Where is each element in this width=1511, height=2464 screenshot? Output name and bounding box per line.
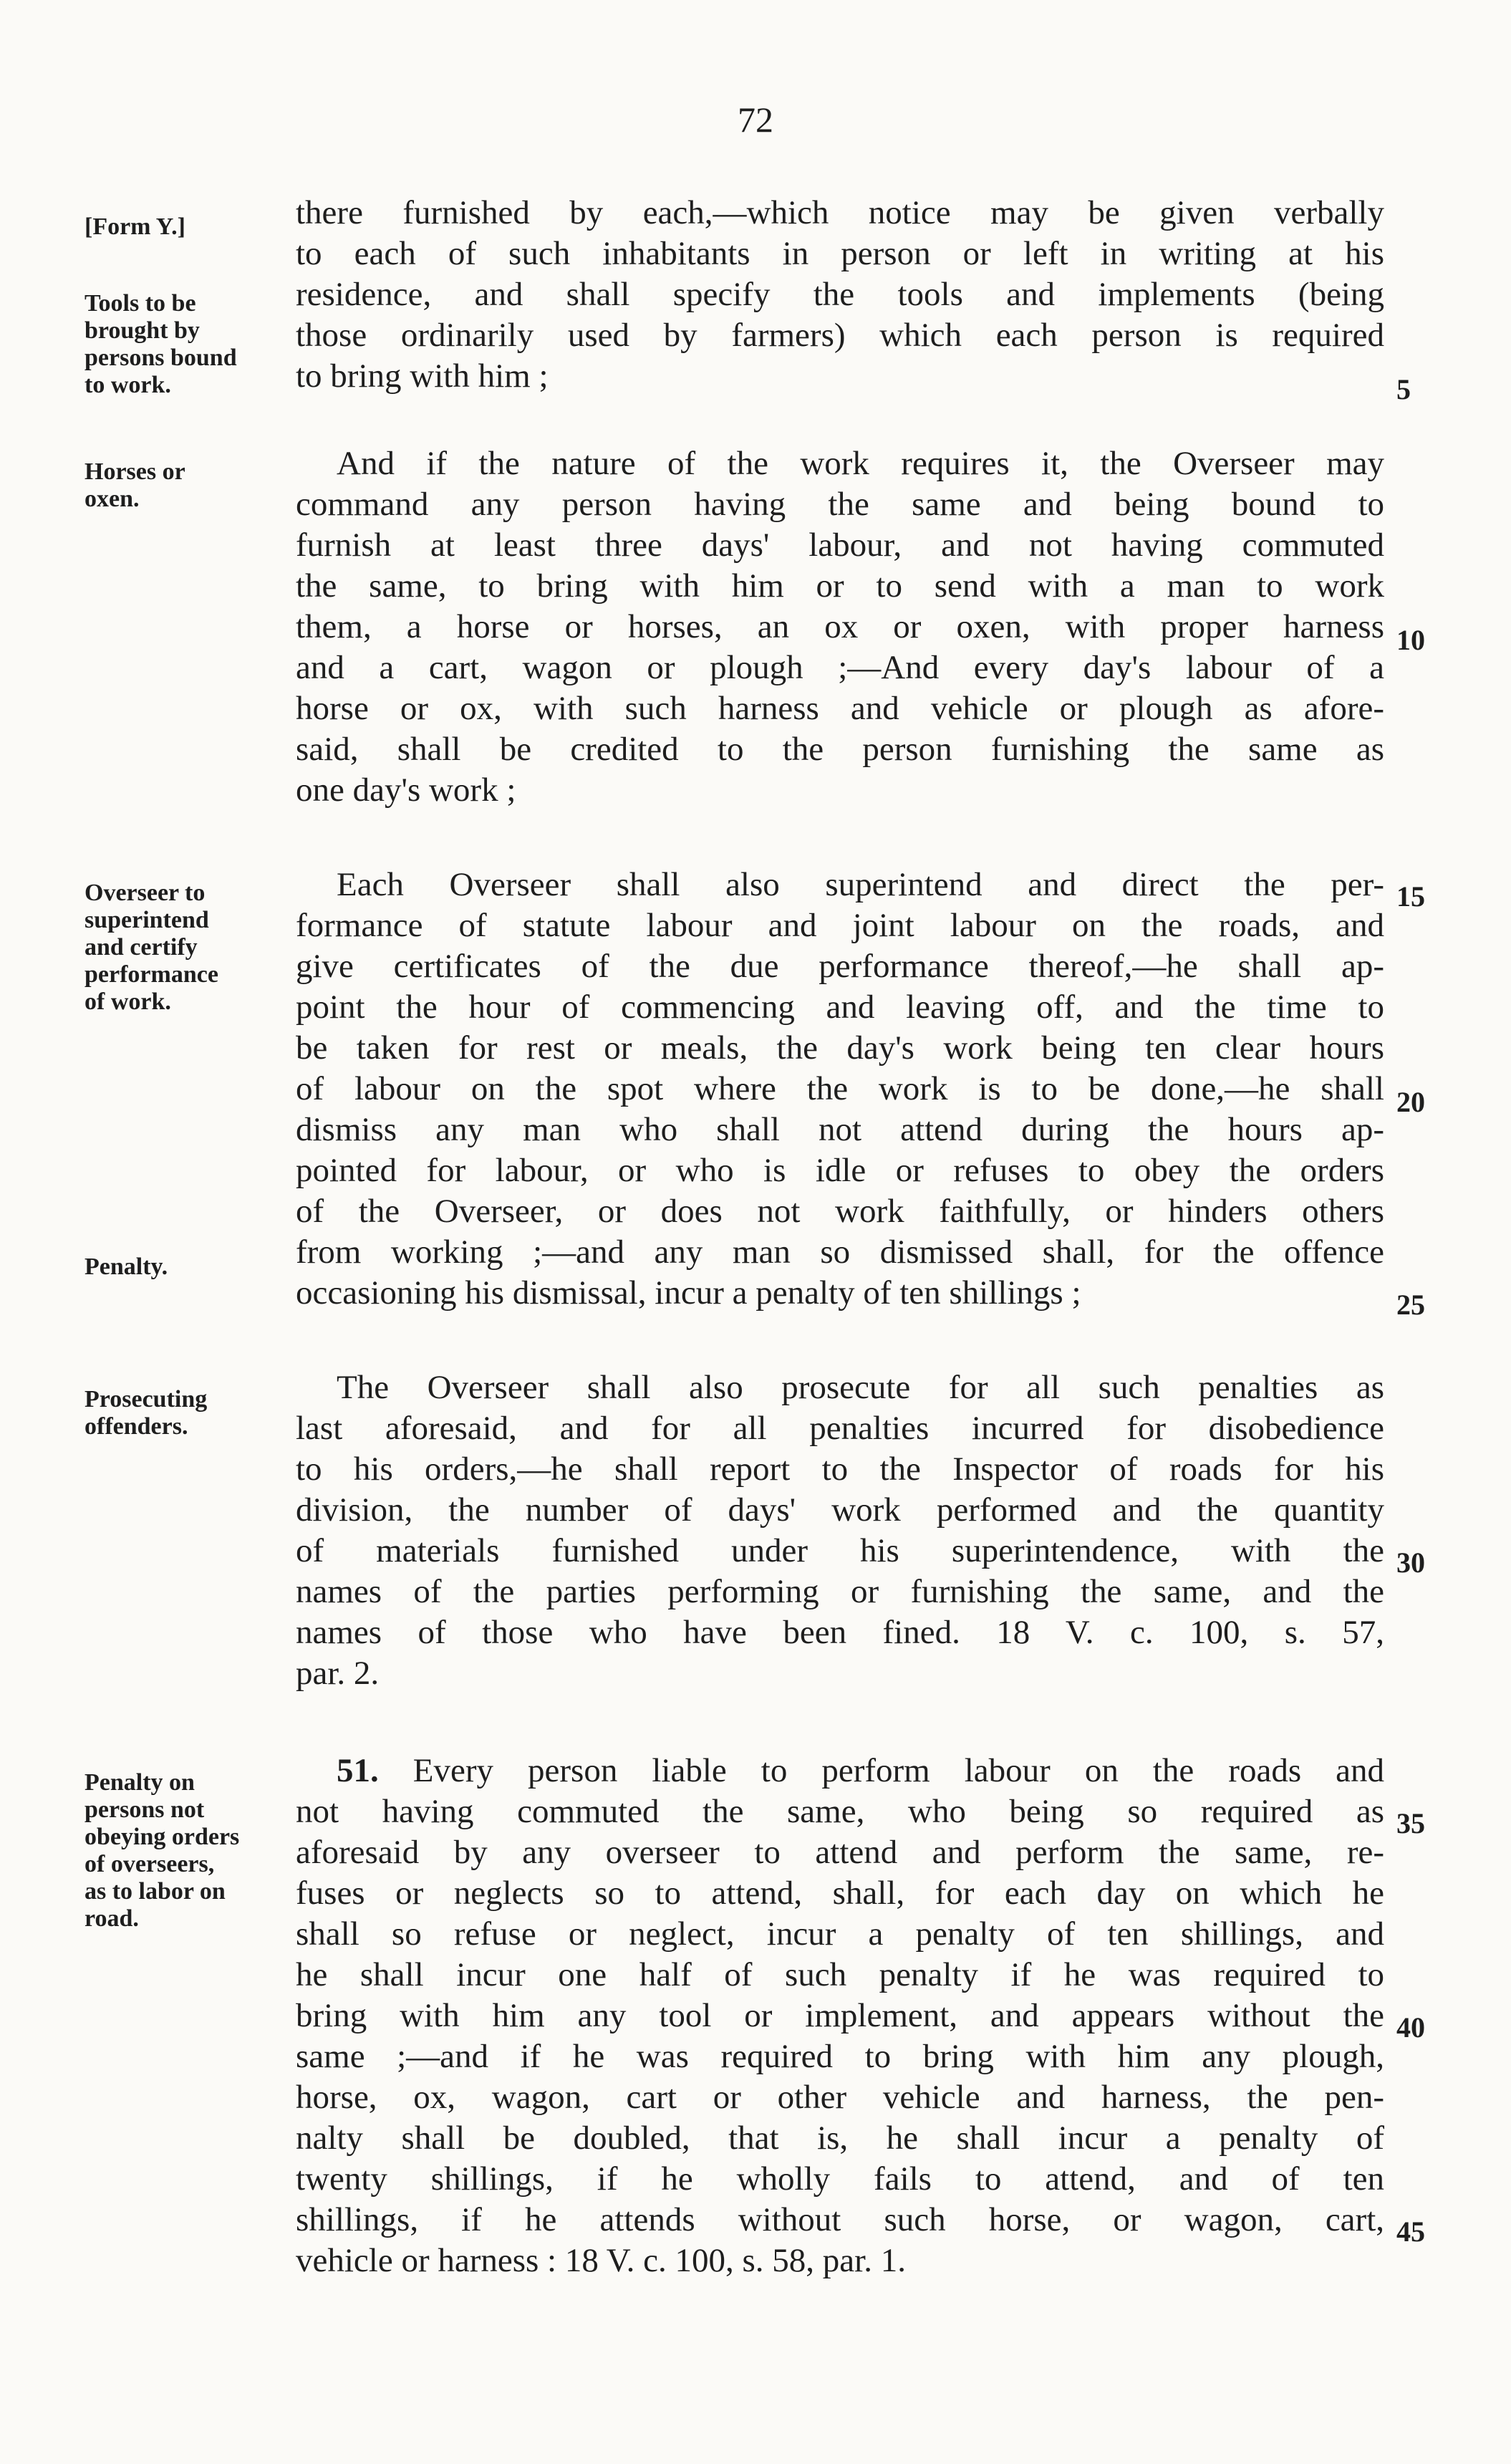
margin-note-line: Tools to be <box>85 290 196 317</box>
text-line: vehicle or harness : 18 V. c. 100, s. 58, par. 1. <box>296 2242 906 2279</box>
line-number: 20 <box>1396 1086 1425 1118</box>
text-line: and a cart, wagon or plough ;—And every day's labour of a <box>296 649 1384 686</box>
text-line: to bring with him ; <box>296 357 549 395</box>
text-line: them, a horse or horses, an ox or oxen, with proper harness <box>296 608 1384 645</box>
text-line: aforesaid by any overseer to attend and perform the same, re- <box>296 1834 1384 1871</box>
margin-note-line: Penalty on <box>85 1769 195 1796</box>
text-line: The Overseer shall also prosecute for all such penalties as <box>337 1369 1384 1406</box>
margin-note-overseer <box>85 880 299 1016</box>
text-line: And if the nature of the work requires it, the Overseer may <box>337 445 1384 482</box>
text-line: Each Overseer shall also superintend and direct the per- <box>337 866 1384 903</box>
section-number: 51. <box>337 1752 379 1789</box>
line-number: 35 <box>1396 1807 1425 1839</box>
margin-note-line: offenders. <box>85 1413 188 1440</box>
margin-note-line: performance <box>85 961 218 988</box>
line-number: 5 <box>1396 373 1411 405</box>
text-line: twenty shillings, if he wholly fails to attend, and of ten <box>296 2160 1384 2198</box>
text-line: said, shall be credited to the person furnishing the same as <box>296 731 1384 768</box>
text-line: point the hour of commencing and leaving off, and the time to <box>296 988 1384 1026</box>
line-number: 10 <box>1396 624 1425 656</box>
margin-note-line: and certify <box>85 934 198 961</box>
margin-note-line: superintend <box>85 907 209 933</box>
margin-note-horses <box>85 458 299 513</box>
text-line: from working ;—and any man so dismissed shall, for the offence <box>296 1233 1384 1271</box>
margin-note-line: persons not <box>85 1796 205 1823</box>
text-line: one day's work ; <box>296 771 516 809</box>
text-line: furnish at least three days' labour, and not having commuted <box>296 526 1384 564</box>
text-line: last aforesaid, and for all penalties incurred for disobedience <box>296 1410 1384 1447</box>
text-line: par. 2. <box>296 1655 380 1692</box>
margin-note-line: Prosecuting <box>85 1386 208 1413</box>
line-number: 40 <box>1396 2011 1425 2044</box>
line-number: 15 <box>1396 880 1425 913</box>
margin-note-penalty: Penalty. <box>85 1253 168 1280</box>
text-line: dismiss any man who shall not attend during the hours ap- <box>296 1111 1384 1148</box>
text-line: nalty shall be doubled, that is, he shall incur a penalty of <box>296 2119 1384 2157</box>
margin-note-line: oxen. <box>85 486 140 512</box>
text-line: to his orders,—he shall report to the Inspector of roads for his <box>296 1450 1384 1488</box>
margin-note-form: [Form Y.] <box>85 213 185 240</box>
margin-note-line: Overseer to <box>85 880 206 906</box>
text-line: division, the number of days' work performed and the quantity <box>296 1491 1384 1529</box>
text-line: bring with him any tool or implement, and appears without the <box>296 1997 1384 2034</box>
text-line: Every person liable to perform labour on the roads and <box>412 1752 1384 1789</box>
text-line: shillings, if he attends without such horse, or wagon, cart, <box>296 2201 1384 2238</box>
text-line: occasioning his dismissal, incur a penalty of ten shillings ; <box>296 1274 1081 1312</box>
text-line: horse or ox, with such harness and vehicle or plough as afore- <box>296 690 1384 727</box>
text-line: names of those who have been fined. 18 V. c. 100, s. 57, <box>296 1614 1384 1651</box>
text-line: he shall incur one half of such penalty if he was required to <box>296 1956 1384 1993</box>
line-number: 30 <box>1396 1546 1425 1579</box>
text-line: the same, to bring with him or to send with a man to work <box>296 567 1384 605</box>
margin-note-line: Horses or <box>85 458 185 485</box>
text-line: command any person having the same and being bound to <box>296 486 1384 523</box>
margin-note-line: brought by <box>85 317 200 344</box>
section-first-line <box>337 1751 1384 1790</box>
text-line: fuses or neglects so to attend, shall, for each day on which he <box>296 1875 1384 1912</box>
text-line: to each of such inhabitants in person or left in writing at his <box>296 235 1384 272</box>
text-line: of labour on the spot where the work is to be done,—he shall <box>296 1070 1384 1107</box>
text-line: there furnished by each,—which notice may be given verbally <box>296 194 1384 231</box>
line-number: 45 <box>1396 2215 1425 2248</box>
margin-note-prosecuting <box>85 1386 299 1440</box>
margin-note-line: of overseers, <box>85 1851 215 1877</box>
margin-note-line: road. <box>85 1905 139 1932</box>
text-line: same ;—and if he was required to bring with him any plough, <box>296 2038 1384 2075</box>
margin-note-line: to work. <box>85 372 171 398</box>
line-number: 25 <box>1396 1289 1425 1321</box>
text-line: those ordinarily used by farmers) which each person is required <box>296 317 1384 354</box>
text-line: be taken for rest or meals, the day's work being ten clear hours <box>296 1029 1384 1067</box>
text-line: formance of statute labour and joint labour on the roads, and <box>296 907 1384 944</box>
margin-note-penalty-on <box>85 1769 299 1933</box>
text-line: names of the parties performing or furnishing the same, and the <box>296 1573 1384 1610</box>
text-line: residence, and shall specify the tools and implements (being <box>296 276 1384 313</box>
margin-note-line: as to labor on <box>85 1878 226 1905</box>
margin-note-line: of work. <box>85 988 171 1015</box>
text-line: give certificates of the due performance thereof,—he shall ap- <box>296 948 1384 985</box>
text-line: shall so refuse or neglect, incur a penalty of ten shillings, and <box>296 1915 1384 1953</box>
text-line: of the Overseer, or does not work faithfully, or hinders others <box>296 1193 1384 1230</box>
text-line: of materials furnished under his superintendence, with the <box>296 1532 1384 1569</box>
margin-note-tools <box>85 290 299 399</box>
text-line: not having commuted the same, who being so required as <box>296 1793 1384 1830</box>
text-line: horse, ox, wagon, cart or other vehicle and harness, the pen- <box>296 2079 1384 2116</box>
page-number: 72 <box>738 100 773 140</box>
margin-note-line: persons bound <box>85 345 237 371</box>
text-line: pointed for labour, or who is idle or refuses to obey the orders <box>296 1152 1384 1189</box>
margin-note-line: obeying orders <box>85 1824 240 1850</box>
